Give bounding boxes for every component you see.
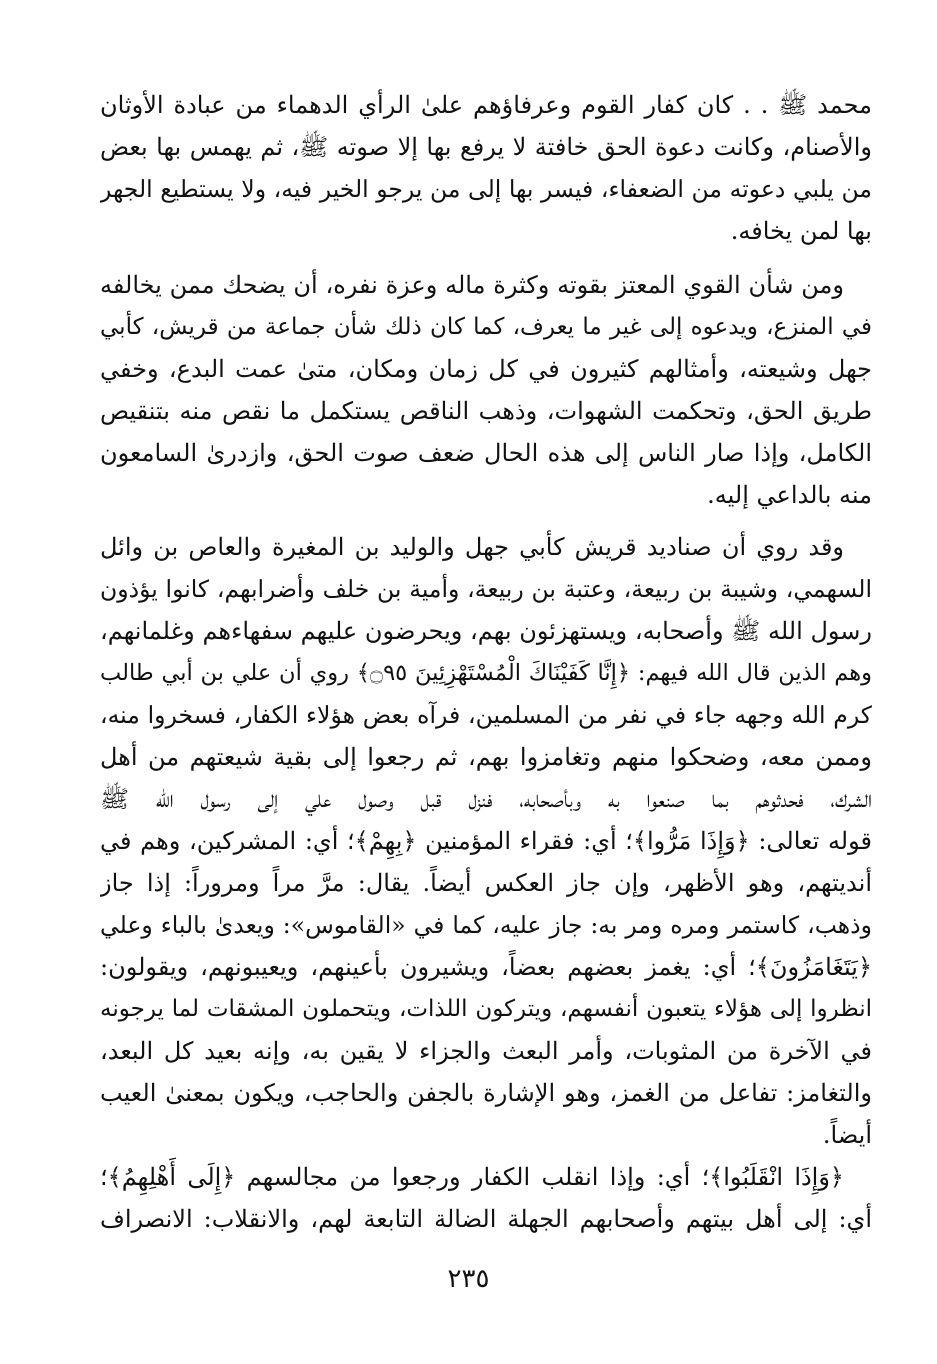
text-line: وقد روي أن صناديد قريش كأبي جهل والوليد بن المغيرة والعاص بن وائل xyxy=(100,533,844,561)
paragraph-2 xyxy=(100,264,872,516)
text-line: منه بالداعي إليه. xyxy=(707,481,872,509)
text-line: أي: إلى أهل بيتهم وأصحابهم الجهلة الضالة التابعة لهم، والانقلاب: الانصراف xyxy=(100,1205,872,1233)
text-line: رسول الله ﷺ وأصحابه، ويستهزئون بهم، ويحرضون عليهم سفهاءهم وغلمانهم، xyxy=(100,617,872,645)
text-line: وذهب، كاستمر ومره ومر به: جاز عليه، كما في «القاموس»: ويعدىٰ بالباء وعلي xyxy=(100,911,872,939)
text-line: من يلبي دعوته من الضعفاء، فيسر بها إلى من يرجو الخير فيه، ولا يستطيع الجهر xyxy=(100,175,872,203)
text-line: محمد ﷺ . . كان كفار القوم وعرفاؤهم علىٰ الرأي الدهماء من عبادة الأوثان xyxy=(100,91,872,119)
text-line: في الآخرة من المثوبات، وأمر البعث والجزاء لا يقين به، وإنه بعيد كل البعد، xyxy=(100,1037,872,1065)
text-line: في المنزع، ويدعوه إلى غير ما يعرف، كما كان ذلك شأن جماعة من قريش، كأبي xyxy=(100,314,872,340)
text-line: وهم الذين قال الله فيهم: ﴿إِنَّا كَفَيْنَاكَ الْمُسْتَهْزِئِينَ ۝٩٥﴾ روي أن علي بن أبي طالب xyxy=(100,660,872,686)
text-line: قوله تعالى: ﴿وَإِذَا مَرُّوا﴾؛ أي: فقراء المؤمنين ﴿بِهِمْ﴾؛ أي: المشركين، وهم في xyxy=(100,827,872,855)
text-line: جهل وشيعته، وأمثالهم كثيرون في كل زمان ومكان، متىٰ عمت البدع، وخفي xyxy=(100,355,872,383)
text-line: انظروا إلى هؤلاء يتعبون أنفسهم، ويتركون اللذات، ويتحملون المشقات لما يرجونه xyxy=(100,996,872,1022)
text-line: بها لمن يخافه. xyxy=(730,217,872,245)
paragraph-4 xyxy=(100,1156,872,1240)
text-line: السهمي، وشيبة بن ربيعة، وعتبة بن ربيعة، وأمية بن خلف وأضرابهم، كانوا يؤذون xyxy=(100,575,872,603)
text-line: أنديتهم، وهو الأظهر، وإن جاز العكس أيضاً. يقال: مرَّ مراً ومروراً: إذا جاز xyxy=(100,869,872,897)
text-line: الكامل، وإذا صار الناس إلى هذه الحال ضعف صوت الحق، وازدرىٰ السامعون xyxy=(100,439,872,467)
paragraph-3 xyxy=(100,526,872,1156)
text-line: والتغامز: تفاعل من الغمز، وهو الإشارة بالجفن والحاجب، ويكون بمعنىٰ العيب xyxy=(100,1079,872,1107)
text-line: كرم الله وجهه جاء في نفر من المسلمين، فرآه بعض هؤلاء الكفار، فسخروا منه، xyxy=(100,701,872,729)
text-line: وممن معه، وضحكوا منهم وتغامزوا بهم، ثم رجعوا إلى بقية شيعتهم من أهل xyxy=(100,743,872,771)
text-line: ﴿وَإِذَا انْقَلَبُوا﴾؛ أي: وإذا انقلب الكفار ورجعوا من مجالسهم ﴿إِلَى أَهْلِهِمُ﴾؛ xyxy=(100,1163,844,1191)
text-line: الشرك، فحدثوهم بما صنعوا به وبأصحابه، فنزل قبل وصول علي إلى رسول الله ﷺ xyxy=(100,785,872,813)
text-line: والأصنام، وكانت دعوة الحق خافتة لا يرفع بها إلا صوته ﷺ، ثم يهمس بها بعض xyxy=(100,133,872,161)
page-number: ٢٣٥ xyxy=(447,1264,490,1294)
text-line: ﴿يَتَغَامَزُونَ﴾؛ أي: يغمز بعضهم بعضاً، ويشيرون بأعينهم، ويعيبونهم، ويقولون: xyxy=(100,953,872,981)
text-line: ومن شأن القوي المعتز بقوته وكثرة ماله وعزة نفره، أن يضحك ممن يخالفه xyxy=(100,271,844,299)
paragraph-1 xyxy=(100,84,872,252)
text-line: أيضاً. xyxy=(822,1121,872,1149)
text-line: طريق الحق، وتحكمت الشهوات، وذهب الناقص يستكمل ما نقص منه بتنقيص xyxy=(100,397,872,425)
